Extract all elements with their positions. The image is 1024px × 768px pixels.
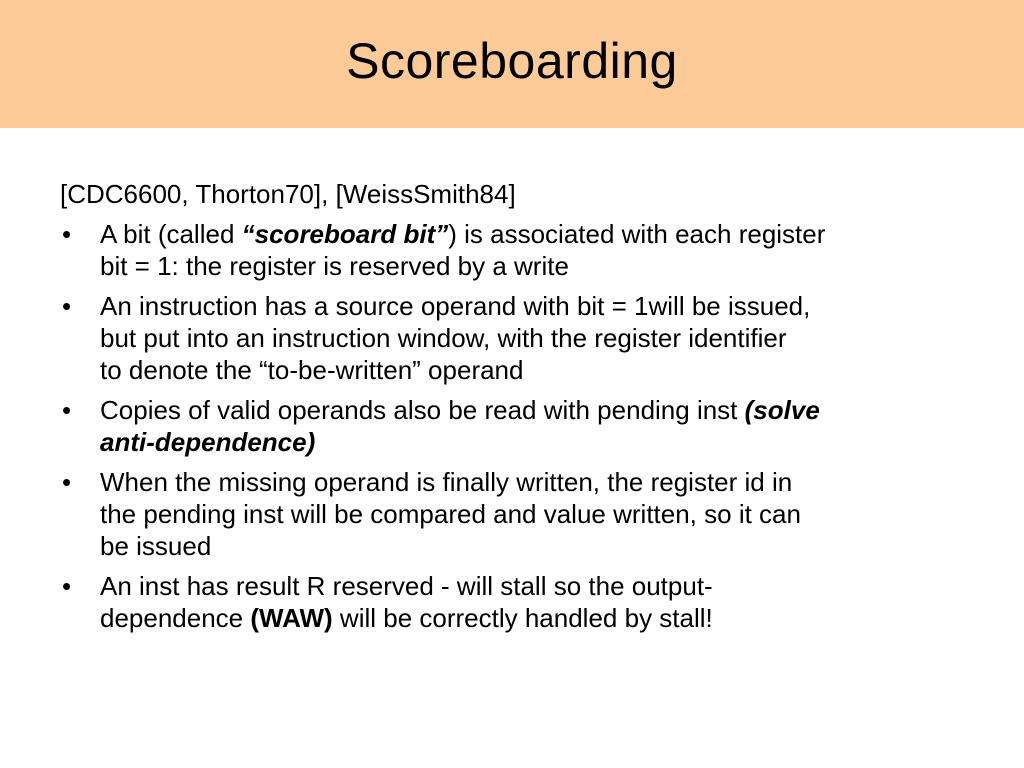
slide-body [60,178,970,642]
bullet-dot-icon: • [62,219,72,249]
bullet-line: When the missing operand is finally written, the register id in [100,467,793,497]
bullet-text: Copies of valid operands also be read with pending inst [100,395,745,425]
bullet-text: will be correctly handled by stall! [332,603,713,633]
bullet-line: but put into an instruction window, with the register identifier [100,323,787,353]
bullet-line: the pending inst will be compared and value written, so it can [100,499,801,529]
bullet-item-source-operand [60,290,970,386]
bullet-line: to denote the “to-be-written” operand [100,355,524,385]
bullet-list [60,218,970,634]
title-band [0,0,1024,128]
bullet-text: ) is associated with each register [448,219,826,249]
bullet-line [100,218,970,250]
bullet-line: be issued [100,531,212,561]
bullet-dot-icon: • [62,291,72,321]
bullet-item-waw [60,570,970,634]
bullet-emphasis: (WAW) [250,603,333,633]
bullet-item-scoreboard-bit [60,218,970,282]
bullet-emphasis: (solve [744,395,820,425]
bullet-item-missing-operand [60,466,970,562]
bullet-line [100,602,970,634]
bullet-text: dependence [100,603,251,633]
bullet-line [100,394,970,426]
bullet-dot-icon: • [62,395,72,425]
bullet-line: An inst has result R reserved - will stall so the output- [100,571,713,601]
bullet-line: bit = 1: the register is reserved by a write [100,251,569,281]
bullet-dot-icon: • [62,467,72,497]
bullet-dot-icon: • [62,571,72,601]
bullet-emphasis: “scoreboard bit” [241,219,449,249]
bullet-line: An instruction has a source operand with bit = 1will be issued, [100,291,811,321]
slide-title: Scoreboarding [346,33,678,89]
bullet-text: A bit (called [100,219,242,249]
bullet-line: anti-dependence) [100,427,316,457]
bullet-item-copies-operands [60,394,970,458]
references-line: [CDC6600, Thorton70], [WeissSmith84] [60,179,516,209]
